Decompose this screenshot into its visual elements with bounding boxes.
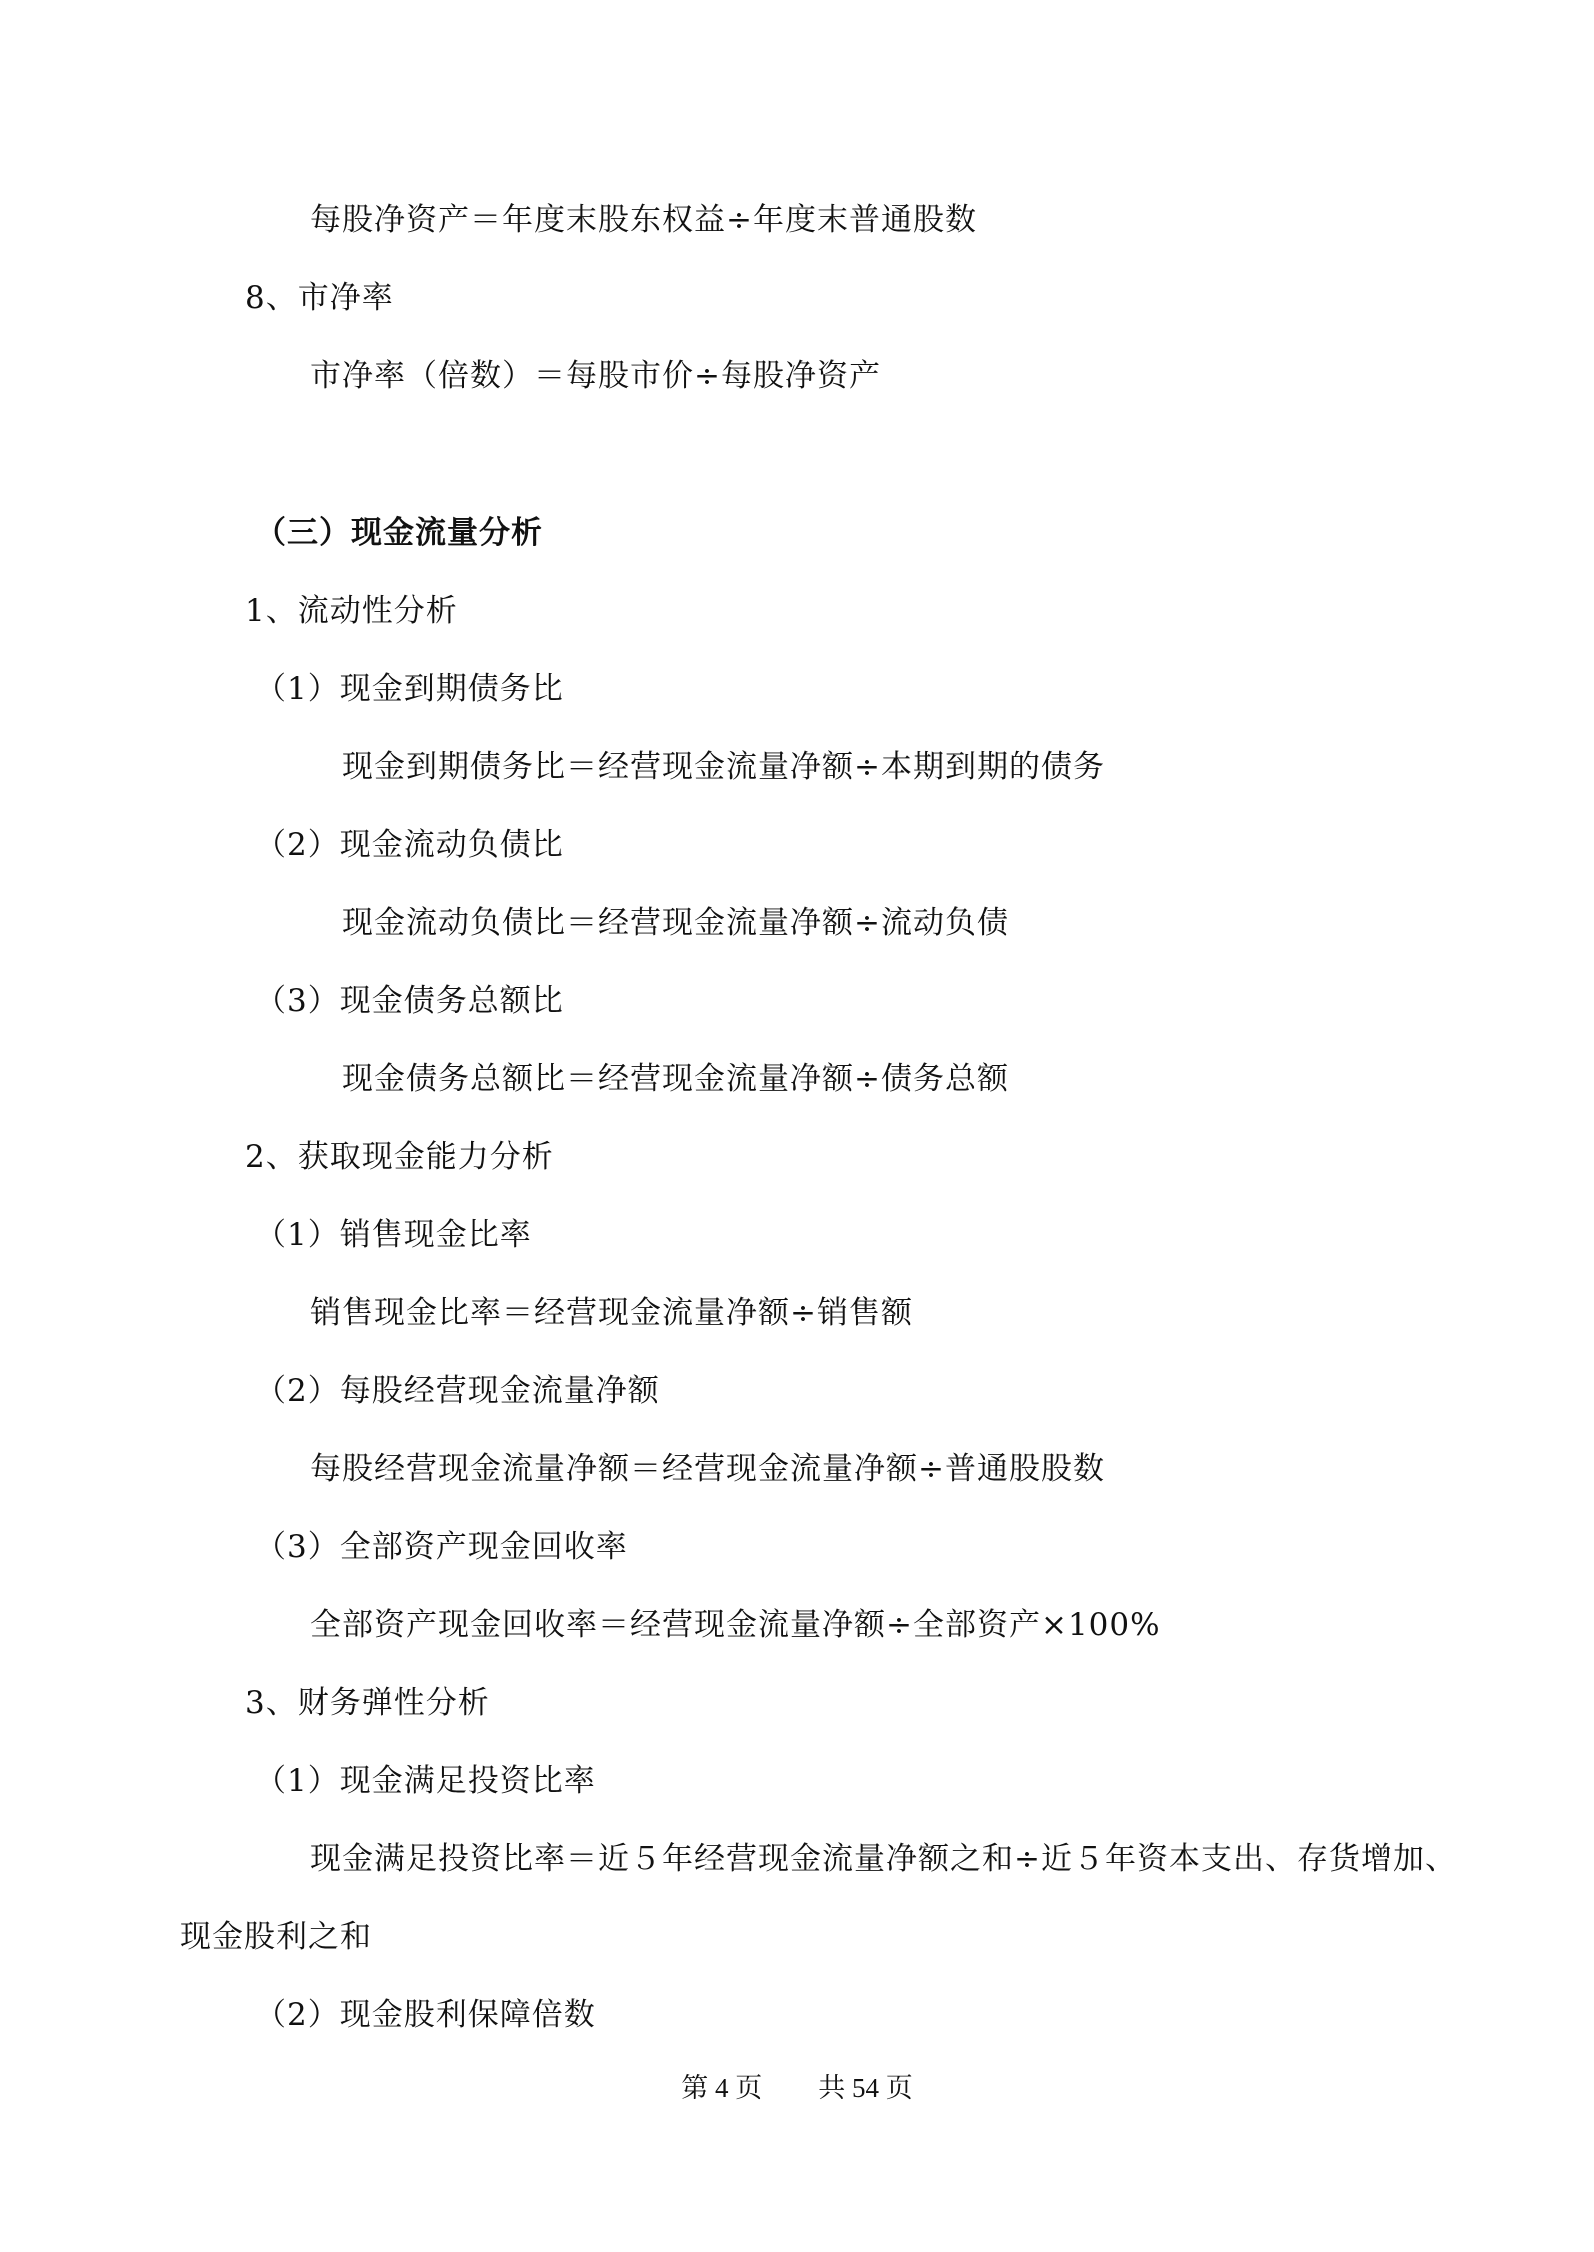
formula-cash-maturity-debt: 现金到期债务比＝经营现金流量净额÷本期到期的债务 [342,749,1105,785]
formula-pb-ratio: 市净率（倍数）＝每股市价÷每股净资产 [310,358,881,394]
page-footer [0,2070,1594,2106]
formula-cash-flow-per-share: 每股经营现金流量净额＝经营现金流量净额÷普通股股数 [310,1451,1105,1487]
formula-cash-total-debt: 现金债务总额比＝经营现金流量净额÷债务总额 [342,1061,1009,1097]
subheading-cash-maturity-debt: （1）现金到期债务比 [255,671,564,707]
formula-cash-investment-ratio-cont: 现金股利之和 [180,1919,372,1955]
subheading-cash-current-liabilities: （2）现金流动负债比 [255,827,564,863]
heading-financial-flexibility: 3、财务弹性分析 [245,1685,490,1721]
subheading-sales-cash-ratio: （1）销售现金比率 [255,1217,532,1253]
formula-cash-investment-ratio: 现金满足投资比率＝近５年经营现金流量净额之和÷近５年资本支出、存货增加、 [310,1841,1457,1877]
page-number: 第 4 页 [681,2073,763,2103]
heading-pb-ratio: 8、市净率 [245,280,394,316]
formula-net-assets-per-share: 每股净资产＝年度末股东权益÷年度末普通股数 [310,202,977,238]
formula-asset-cash-recovery: 全部资产现金回收率＝经营现金流量净额÷全部资产×100% [310,1607,1161,1643]
subheading-dividend-coverage: （2）现金股利保障倍数 [255,1997,596,2033]
page-total: 共 54 页 [818,2073,913,2103]
subheading-cash-flow-per-share: （2）每股经营现金流量净额 [255,1373,660,1409]
heading-liquidity: 1、流动性分析 [245,593,458,629]
subheading-cash-investment-ratio: （1）现金满足投资比率 [255,1763,596,1799]
formula-cash-current-liabilities: 现金流动负债比＝经营现金流量净额÷流动负债 [342,905,1009,941]
subheading-asset-cash-recovery: （3）全部资产现金回收率 [255,1529,628,1565]
heading-cash-ability: 2、获取现金能力分析 [245,1139,554,1175]
subheading-cash-total-debt: （3）现金债务总额比 [255,983,564,1019]
section-heading-cash-flow: （三）现金流量分析 [255,515,543,551]
formula-sales-cash-ratio: 销售现金比率＝经营现金流量净额÷销售额 [310,1295,913,1331]
